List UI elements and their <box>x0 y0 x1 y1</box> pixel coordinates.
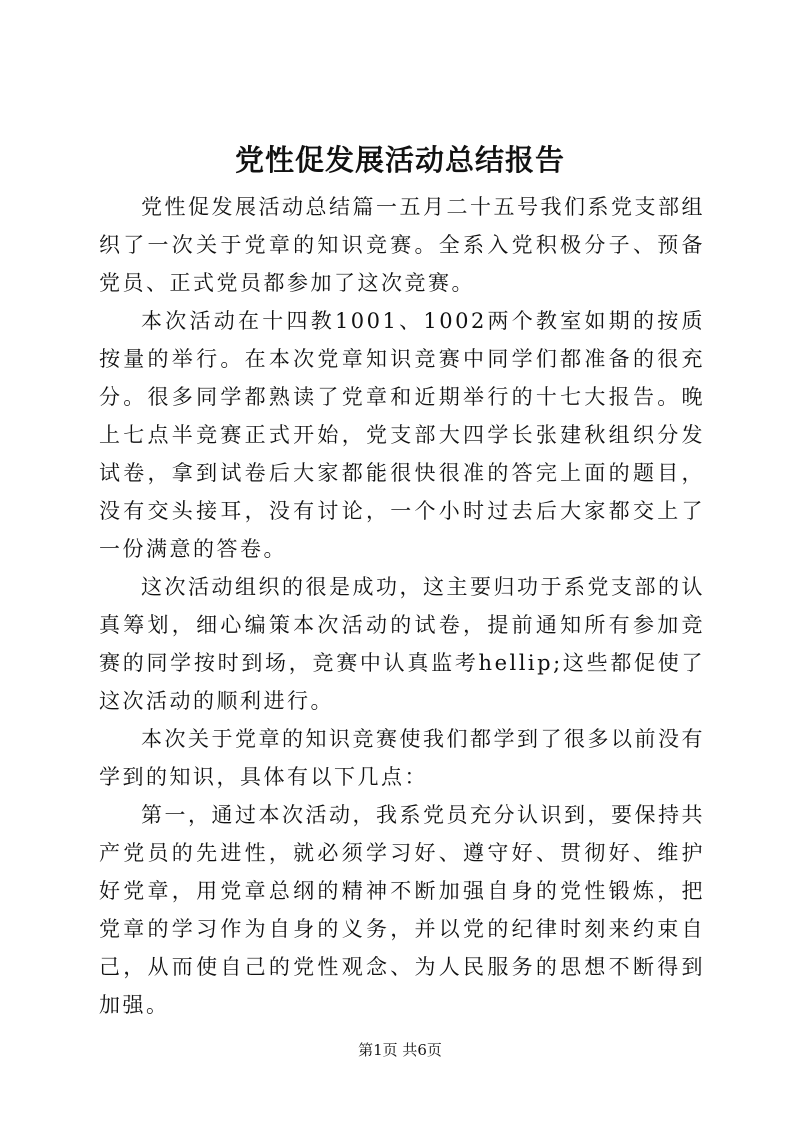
paragraph-2: 本次活动在十四教1001、1002两个教室如期的按质按量的举行。在本次党章知识竞赛中同学们都准备的很充分。很多同学都熟读了党章和近期举行的十七大报告。晚上七点半竞赛正式开始，党支部大四学长张建秋组织分发试卷，拿到试卷后大家都能很快很准的答完上面的题目，没有交头接耳，没有讨论，一个小时过去后大家都交上了一份满意的答卷。 <box>99 309 705 561</box>
document-title: 党性促发展活动总结报告 <box>234 143 565 177</box>
paragraph-1: 党性促发展活动总结篇一五月二十五号我们系党支部组织了一次关于党章的知识竞赛。全系入党积极分子、预备党员、正式党员都参加了这次竞赛。 <box>99 195 705 295</box>
paragraph-3: 这次活动组织的很是成功，这主要归功于系党支部的认真筹划，细心编策本次活动的试卷，提前通知所有参加竞赛的同学按时到场，竞赛中认真监考hellip;这些都促使了这次活动的顺利进行。 <box>99 575 705 713</box>
document-body <box>99 188 705 1024</box>
paragraph-5: 第一，通过本次活动，我系党员充分认识到，要保持共产党员的先进性，就必须学习好、遵守好、贯彻好、维护好党章，用党章总纲的精神不断加强自身的党性锻炼，把党章的学习作为自身的义务，并以党的纪律时刻来约束自己，从而使自己的党性观念、为人民服务的思想不断得到加强。 <box>99 803 705 1017</box>
paragraph-4: 本次关于党章的知识竞赛使我们都学到了很多以前没有学到的知识，具体有以下几点： <box>99 727 705 789</box>
page-footer: 第1页 共6页 <box>358 1041 442 1059</box>
